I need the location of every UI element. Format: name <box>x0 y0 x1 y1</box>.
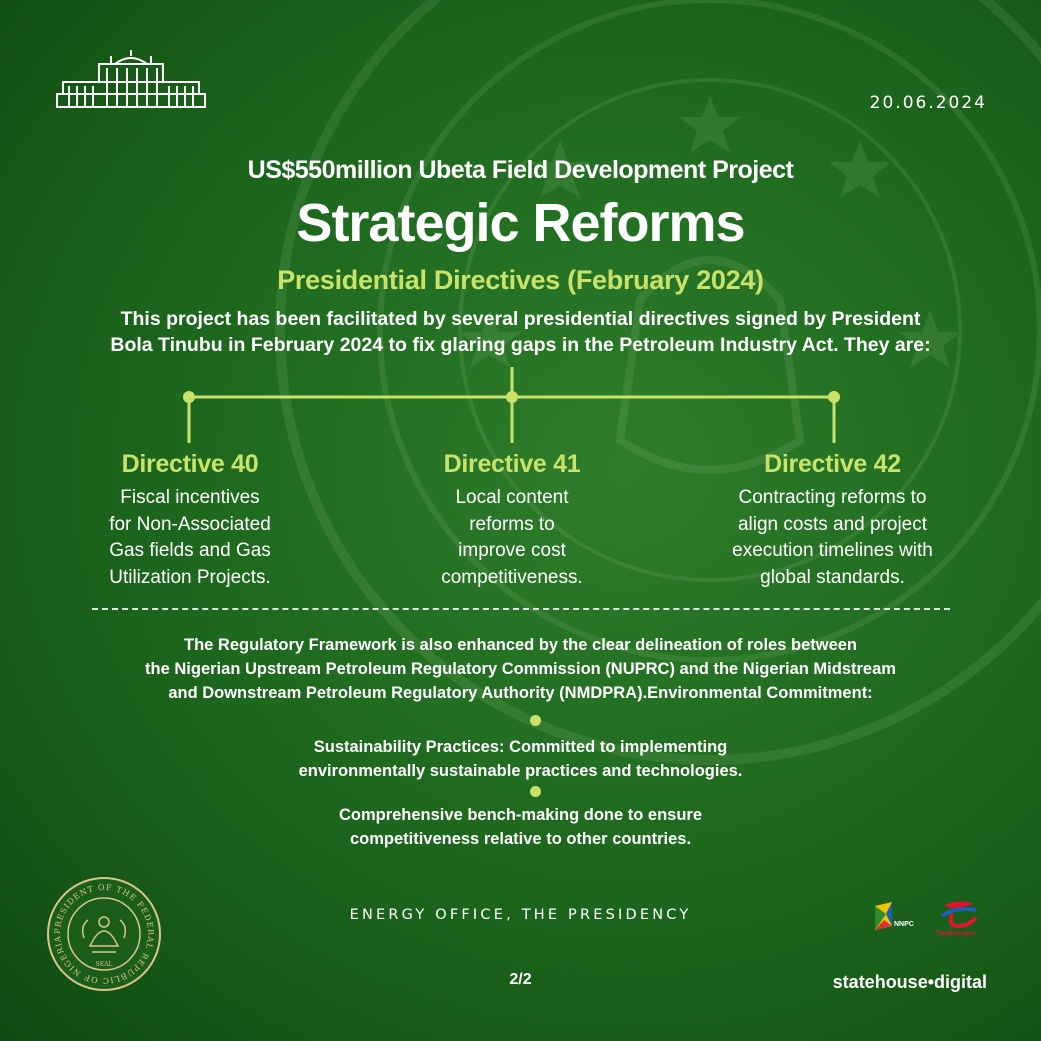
intro-line: This project has been facilitated by several presidential directives signed by President <box>120 308 921 330</box>
section-subtitle: Presidential Directives (February 2024) <box>277 265 764 295</box>
nnpc-label: NNPC <box>894 921 914 928</box>
directive-title: Directive 41 <box>443 450 581 478</box>
partner-logos <box>872 896 990 938</box>
seal-text: PRESIDENT OF THE FEDERAL REPUBLIC OF NIGERIA <box>52 882 156 986</box>
nnpc-logo-icon <box>875 902 914 930</box>
framework-line: The Regulatory Framework is also enhanced by the clear delineation of roles between <box>183 636 858 654</box>
page-title: Strategic Reforms <box>296 193 745 253</box>
totalenergies-logo-icon <box>936 901 976 937</box>
bullet-item <box>0 735 1041 783</box>
state-house-building-icon <box>55 50 207 110</box>
statehouse-digital-brand: statehouse•digital <box>832 972 987 992</box>
directive-line: Local content <box>455 487 569 508</box>
bullet-line: Comprehensive bench-making done to ensure <box>338 806 703 824</box>
page-number: 2/2 <box>509 971 532 988</box>
directive-line: for Non-Associated <box>109 513 271 535</box>
intro-paragraph <box>0 306 1041 358</box>
directive-line: global standards. <box>760 566 905 588</box>
bullet-dot-icon <box>530 715 541 726</box>
bullet-line: environmentally sustainable practices and technologies. <box>298 762 743 780</box>
intro-line: Bola Tinubu in February 2024 to fix glaring gaps in the Petroleum Industry Act. They are: <box>110 334 931 356</box>
directive-line: improve cost <box>458 540 566 561</box>
framework-line: the Nigerian Upstream Petroleum Regulatory Commission (NUPRC) and the Nigerian Midstream <box>145 660 896 678</box>
directive-connector-lines <box>0 365 1041 445</box>
directive-description <box>392 485 632 591</box>
directive-line: Contracting reforms to <box>738 487 927 508</box>
bullet-item <box>0 803 1041 851</box>
framework-paragraph <box>0 633 1041 705</box>
totalenergies-label: TotalEnergies <box>936 931 976 937</box>
directive-description <box>700 485 965 591</box>
seal-motto: SEAL <box>95 961 113 968</box>
project-title: US$550million Ubeta Field Development Project <box>247 156 794 184</box>
directive-line: Utilization Projects. <box>109 566 271 588</box>
directive-line: reforms to <box>469 513 555 535</box>
directive-title: Directive 42 <box>764 450 901 478</box>
directive-title: Directive 40 <box>121 450 259 478</box>
directive-line: align costs and project <box>737 513 928 535</box>
directive-description <box>75 485 305 591</box>
directive-line: execution timelines with <box>732 540 933 561</box>
directive-40-block <box>75 450 305 591</box>
bullet-line: Sustainability Practices: Committed to implementing <box>313 738 728 756</box>
framework-line: and Downstream Petroleum Regulatory Authority (NMDPRA).Environmental Commitment: <box>168 684 873 702</box>
directive-42-block <box>700 450 965 591</box>
directive-line: Fiscal incentives <box>120 487 260 508</box>
energy-office-label: ENERGY OFFICE, THE PRESIDENCY <box>349 907 692 923</box>
section-divider <box>92 608 950 610</box>
bullet-line: competitiveness relative to other countries. <box>349 830 692 848</box>
directive-line: competitiveness. <box>441 566 583 588</box>
date-label: 20.06.2024 <box>869 93 987 113</box>
directive-line: Gas fields and Gas <box>109 540 271 561</box>
bullet-dot-icon <box>530 786 541 797</box>
directive-41-block <box>392 450 632 591</box>
